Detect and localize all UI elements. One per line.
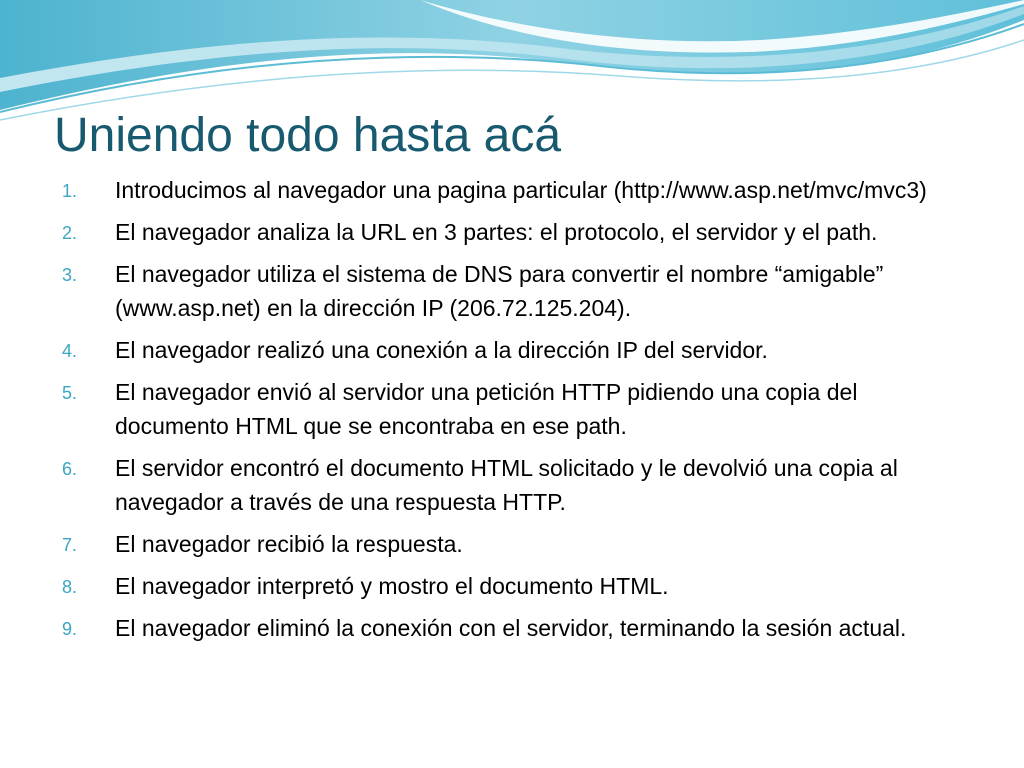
list-item xyxy=(62,257,962,325)
item-text: El navegador envió al servidor una petición HTTP pidiendo una copia del documento HTML que se encontraba en ese path. xyxy=(115,379,858,439)
item-number: 6. xyxy=(62,459,78,479)
list-item xyxy=(62,527,962,561)
item-number: 3. xyxy=(62,265,78,285)
item-number: 9. xyxy=(62,619,78,639)
item-text: El navegador analiza la URL en 3 partes: el protocolo, el servidor y el path. xyxy=(115,219,878,245)
numbered-list xyxy=(62,173,962,653)
list-item xyxy=(62,611,962,645)
item-text: El servidor encontró el documento HTML solicitado y le devolvió una copia al navegador a través de una respuesta HTTP. xyxy=(115,455,898,515)
slide-title: Uniendo todo hasta acá xyxy=(54,109,562,162)
list-item xyxy=(62,451,962,519)
list-item xyxy=(62,173,962,207)
list-item xyxy=(62,375,962,443)
item-text: El navegador utiliza el sistema de DNS para convertir el nombre “amigable” (www.asp.net) en la dirección IP (206.72.125.204). xyxy=(115,261,884,321)
item-text: El navegador realizó una conexión a la dirección IP del servidor. xyxy=(115,337,768,363)
item-text: El navegador interpretó y mostro el documento HTML. xyxy=(115,573,669,599)
list-item xyxy=(62,333,962,367)
list-item xyxy=(62,215,962,249)
item-number: 8. xyxy=(62,577,78,597)
item-number: 4. xyxy=(62,341,78,361)
item-text: Introducimos al navegador una pagina particular (http://www.asp.net/mvc/mvc3) xyxy=(115,177,927,203)
item-number: 5. xyxy=(62,383,78,403)
item-number: 1. xyxy=(62,181,78,201)
list-item xyxy=(62,569,962,603)
item-text: El navegador eliminó la conexión con el servidor, terminando la sesión actual. xyxy=(115,615,907,641)
item-number: 2. xyxy=(62,223,78,243)
item-text: El navegador recibió la respuesta. xyxy=(115,531,463,557)
item-number: 7. xyxy=(62,535,78,555)
